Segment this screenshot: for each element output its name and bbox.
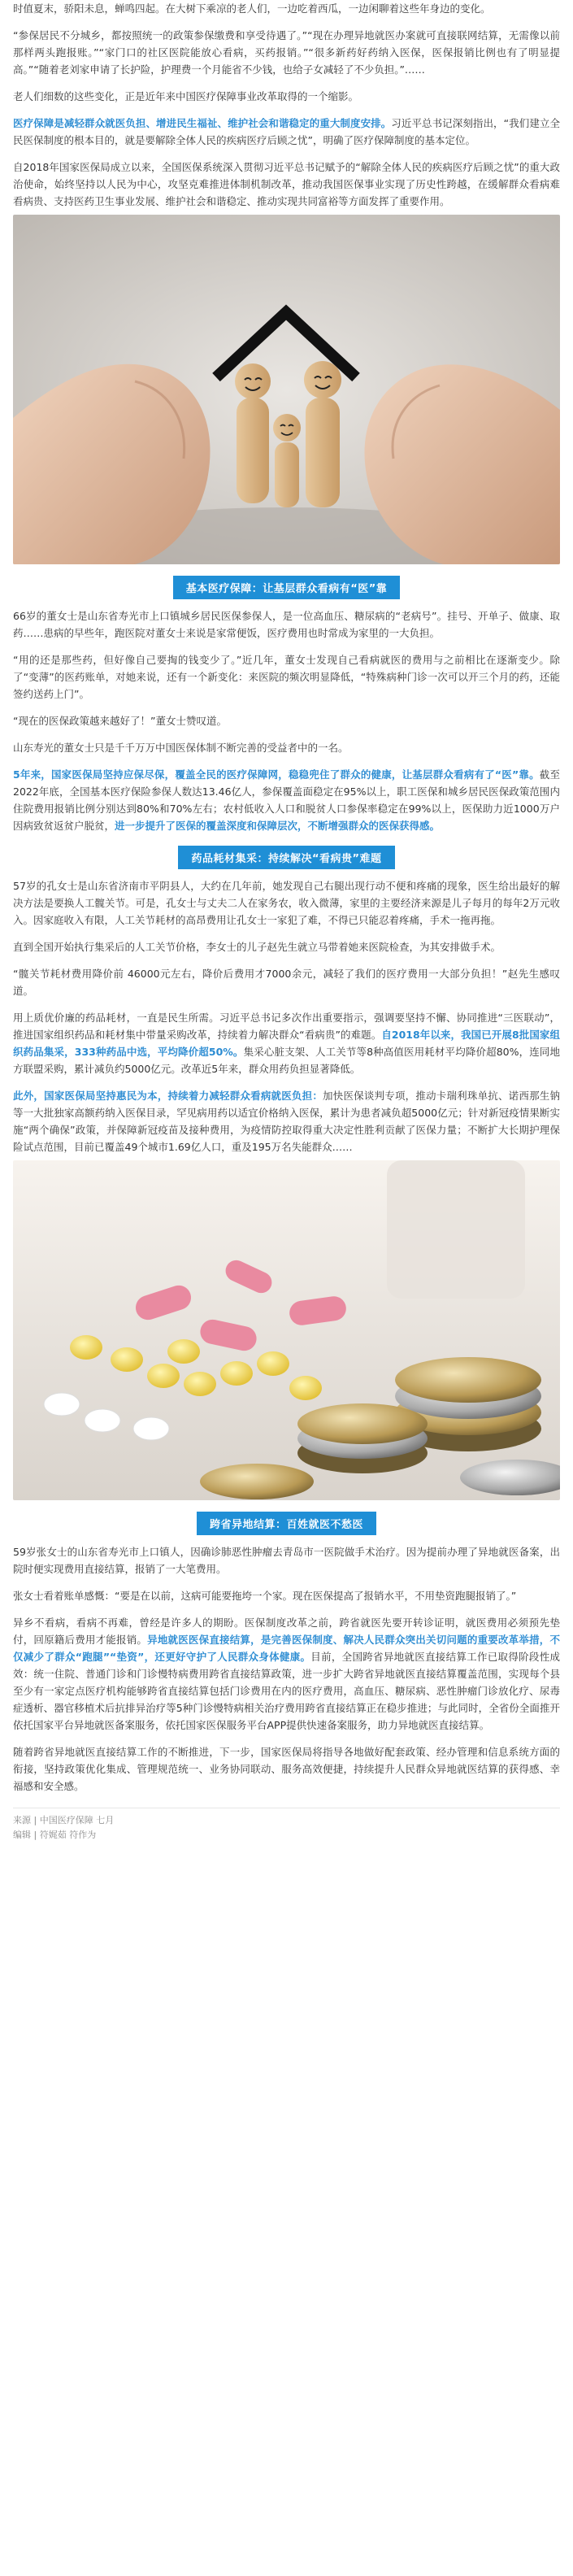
para-medical-rest: 加快医保谈判专项，推动卡瑞利珠单抗、诺西那生钠等一大批独家高额药纳入医保目录，罕见病用药以适宜价格纳入医保，累计为患者减负超5000亿元；针对新冠疫情果断实施“两个确保”政策，并保障新冠疫苗及接种费用，为疫情防控取得重大决定性胜利贡献了医保力量；不断扩大长期护理保险试点范围，目前已覆盖49个城市1.69亿人口，重及195万名失能群众…… [13,1090,560,1153]
section-title-basic-insurance: 基本医疗保障：让基层群众看病有“医”靠 [173,576,401,599]
source-line: 来源 | 中国医疗保障 七月 [13,1815,115,1825]
para-goal-highlight: 医疗保障是减轻群众就医负担、增进民生福祉、维护社会和谐稳定的重大制度安排。 [13,117,392,129]
para-vbp-intro: 用上质优价廉的药品耗材，一直是民生所需。习近平总书记多次作出重要指示，强调要坚持不懈、协同推进“三医联动”，推进国家组织药品和耗材集中带量采购改革，持续着力解决群众“看病贵”的难题。 [13,1012,560,1041]
para-quote: “参保居民不分城乡，都按照统一的政策参保缴费和享受待遇了。”“现在办理异地就医办案就可直接联网结算，无需像以前那样两头跑报账。”“家门口的社区医院能放心看病，买药报销。”“很多新药好药纳入医保，医保报销比例也有了明显提高。”“随着老刘家申请了长护险，护理费一个月能省不少钱，也给子女减轻了不少负担。”…… [13,29,560,76]
para-cross-province-intro: 异乡不看病，看病不再难，曾经是许多人的期盼。医保制度改革之前，跨省就医先要开转诊证明，就医费用必须预先垫付，回原籍后费用才能报销。 [13,1617,560,1646]
para-change: 老人们细数的这些变化，正是近年来中国医疗保障事业改革取得的一个缩影。 [13,90,359,102]
para-cross-province-highlight: 异地就医医保直接结算，是完善医保制度、解决人民群众突出关切问题的重要改革举措，不仅减少了群众“跑腿”“垫资”，还更好守护了人民群众身体健康。 [13,1634,560,1663]
para-vbp-highlight: 自2018年以来，我国已开展8批国家组织药品集采，333种药品中选，平均降价超50%。 [13,1029,560,1058]
section-header-procurement [13,846,560,869]
article-footer [13,1808,560,1843]
pills-coins-illustration [13,1160,560,1500]
section-header-basic-insurance [13,576,560,599]
para-medical-highlight: 此外，国家医保局坚持惠民为本，持续着力减轻群众看病就医负担： [13,1090,323,1102]
para-dong4: 山东寿光的董女士只是千千万万中国医保体制不断完善的受益者中的一名。 [13,742,349,754]
para-medical [13,1087,560,1155]
para-dong3: “现在的医保政策越来越好了！”董女士赞叹道。 [13,715,227,727]
editor-line: 编辑 | 符娓茹 符作为 [13,1830,97,1840]
para-since2018: 自2018年国家医保局成立以来，全国医保系统深入贯彻习近平总书记赋予的“解除全体人民的疾病医疗后顾之忧”的重大政治使命，始终坚持以人民为中心，攻坚克难推进体制机制改革，推动我国医保事业实现了历史性跨越，在缓解群众看病难看病贵、支持医药卫生事业发展、维护社会和谐稳定、推动实现共同富裕等方面发挥了重要作用。 [13,161,560,207]
para-vbp [13,1009,560,1077]
para-cross-province-rest: 目前，全国跨省异地就医直接结算工作已取得阶段性成效：统一住院、普通门诊和门诊慢特病费用跨省直接结算政策，进一步扩大跨省异地就医直接结算覆盖范围，实现每个县至少有一家定点医疗机构能够跨省直接结算包括门诊费用在内的医疗费用，高血压、糖尿病、恶性肿瘤门诊放化疗、尿毒症透析、器官移植术后抗排异治疗等5种门诊慢特病相关治疗费用跨省直接结算正在稳步推进；与此同时，全省份全面推开依托国家平台异地就医备案服务，依托国家医保服务平台APP提供快速备案服务，助力异地就医直接结算。 [13,1651,560,1731]
para-vbp-rest: 集采心脏支架、人工关节等8种高值医用耗材平均降价超80%，连同地方联盟采购，累计减负约5000亿元。改革近5年来，群众用药负担显著降低。 [13,1046,560,1075]
para-dong2: “用的还是那些药，但好像自己要掏的钱变少了。”近几年，董女士发现自己看病就医的费用与之前相比在逐渐变少。除了“变薄”的医药账单，对她来说，还有一个新变化：来医院的频次明显降低，“特殊病种门诊一次可以开三个月的药，还能签约送药上门”。 [13,654,560,700]
family-protection-photo [13,215,560,564]
para-five-years-highlight2: 进一步提升了医保的覆盖深度和保障层次，不断增强群众的医保获得感。 [115,820,441,832]
para-goal [13,115,560,149]
para-kong3: “髋关节耗材费用降价前 46000元左右，降价后费用才7000余元，减轻了我们的医疗费用一大部分负担！”赵先生感叹道。 [13,968,560,997]
family-protection-illustration [13,215,560,564]
pills-coins-photo [13,1160,560,1500]
para-five-years-highlight: 5年来，国家医保局坚持应保尽保，覆盖全民的医疗保障网，稳稳兜住了群众的健康，让基层群众看病有了“医”靠。 [13,768,540,781]
para-closing: 随着跨省异地就医直接结算工作的不断推进，下一步，国家医保局将指导各地做好配套政策、经办管理和信息系统方面的衔接，坚持政策优化集成、管理规范统一、业务协同联动、服务高效便捷，持续提升人民群众异地就医结算的获得感、幸福感和安全感。 [13,1746,560,1792]
section-title-cross-province: 跨省异地结算：百姓就医不愁医 [197,1512,376,1535]
para-cross-province [13,1614,560,1734]
section-title-procurement: 药品耗材集采：持续解决“看病贵”难题 [178,846,394,869]
para-kong1: 57岁的孔女士是山东省济南市平阴县人，大约在几年前，她发现自己右腿出现行动不便和疼痛的现象，医生给出最好的解决方法是要换人工髋关节。可是，孔女士与丈夫二人在家务农，收入微薄，家里的主要经济来源是儿子每月的每年2万元收入。因家庭收入有限，人工关节耗材的高昂费用让孔女士一家犯了难，不得已只能忍着疼痛，手术一拖再拖。 [13,880,560,926]
para-zhang2: 张女士看着账单感慨：“要是在以前，这病可能要拖垮一个家。现在医保提高了报销水平，不用垫资跑腿报销了。” [13,1590,517,1602]
para-dong1: 66岁的董女士是山东省寿光市上口镇城乡居民医保参保人，是一位高血压、糖尿病的“老病号”。挂号、开单子、做康、取药……患病的早些年，跑医院对董女士来说是家常便饭，医疗费用也时常成为家里的一大负担。 [13,610,560,639]
section-header-cross-province [13,1512,560,1535]
para-zhang1: 59岁张女士的山东省寿光市上口镇人，因确诊肺恶性肿瘤去青岛市一医院做手术治疗。因为提前办理了异地就医备案，出院时便实现费用直接结算，报销了一大笔费用。 [13,1546,560,1575]
para-intro: 时值夏末，骄阳未息，蝉鸣四起。在大树下乘凉的老人们，一边吃着西瓜，一边闲聊着这些年身边的变化。 [13,2,491,15]
para-kong2: 直到全国开始执行集采后的人工关节价格，李女士的儿子赵先生就立马带着她来医院检查，为其安排做手术。 [13,941,501,953]
para-goal-rest: 习近平总书记深刻指出，“我们建立全民医保制度的根本目的，就是要解除全体人民的疾病医疗后顾之忧”，明确了医疗保障制度的基本定位。 [13,117,560,146]
para-five-years [13,766,560,834]
para-five-years-stats: 截至2022年底，全国基本医疗保险参保人数达13.46亿人，参保覆盖面稳定在95%以上，职工医保和城乡居民医保政策范围内住院费用报销比例分别达到80%和70%左右；农村低收入人口和脱贫人口参保率稳定在99%以上，医保助力近1000万户因病致贫返贫户脱贫， [13,768,560,832]
